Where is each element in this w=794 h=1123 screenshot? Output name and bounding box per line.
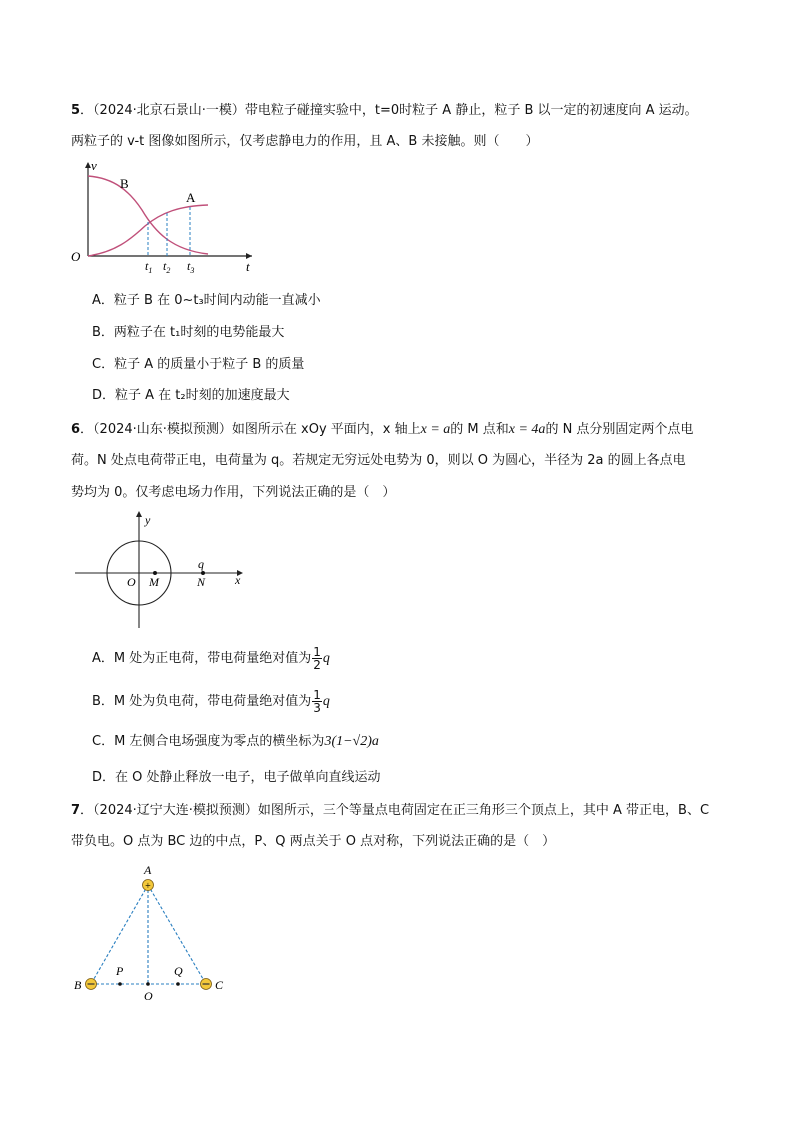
q6-option-c-expr: 3(1−√2)a <box>324 734 379 749</box>
q7-q-point <box>176 982 180 986</box>
q5-stem-line2: 两粒子的 v-t 图像如图所示，仅考虑静电力的作用，且 A、B 未接触。则（ ） <box>71 134 539 149</box>
q7-o-label: O <box>144 989 153 1003</box>
q5-origin-label: O <box>71 249 81 264</box>
q6-m-label: M <box>149 575 159 589</box>
q7-stem-line2: 带负电。O 点为 BC 边的中点，P、Q 两点关于 O 点对称，下列说法正确的是（ ） <box>71 834 556 849</box>
q6-stem-line3: 势均为 0。仅考虑电场力作用，下列说法正确的是（ ） <box>71 485 396 500</box>
q7-stem-line1 <box>71 802 709 820</box>
q6-option-d: D．在 O 处静止释放一电子，电子做单向直线运动 <box>92 770 381 785</box>
q7-c-label: C <box>215 978 224 992</box>
q7-o-point <box>146 982 150 986</box>
q6-stem-line1 <box>71 421 693 439</box>
q5-option-c: C．粒子 A 的质量小于粒子 B 的质量 <box>92 357 305 372</box>
q5-v-label: v <box>91 158 97 173</box>
q5-option-a: A．粒子 B 在 0~t₃时间内动能一直减小 <box>92 293 321 308</box>
q6-x-label: x <box>235 573 241 587</box>
q6-origin-label: O <box>127 575 136 589</box>
q5-number: 5 <box>71 103 81 118</box>
q6-y-axis-arrow-icon <box>136 511 142 517</box>
q7-p-label: P <box>116 964 124 978</box>
q7-number: 7 <box>71 803 81 818</box>
q6-stem-text-1a: ．（2024·山东·模拟预测）如图所示在 xOy 平面内，x 轴上 <box>80 422 421 437</box>
q5-tick-t2: $t_2$ <box>163 259 171 275</box>
q7-p-point <box>118 982 122 986</box>
q5-option-d: D．粒子 A 在 t₂时刻的加速度最大 <box>92 388 290 403</box>
q6-stem-text-1c: 的 N 点分别固定两个点电 <box>545 422 694 437</box>
q5-curve-b-label: B <box>120 176 129 191</box>
q6-option-b: B．M 处为负电荷，带电荷量绝对值为 $\frac{1}{3}$ q <box>92 688 330 715</box>
q6-option-b-fraction: $\frac{1}{3}$ <box>313 688 321 715</box>
q6-option-a-fraction: $\frac{1}{2}$ <box>313 645 321 672</box>
q6-y-label: y <box>145 513 151 527</box>
q6-number: 6 <box>71 422 81 437</box>
q6-eq-n: x = 4a <box>508 422 546 437</box>
q7-b-label: B <box>74 978 82 992</box>
q7-stem-text-1: ．（2024·辽宁大连·模拟预测）如图所示，三个等量点电荷固定在正三角形三个顶点上，其中 A 带正电，B、C <box>80 803 710 818</box>
q7-a-label: A <box>144 863 152 877</box>
q5-curve-a-label: A <box>186 190 196 205</box>
q5-t-label: t <box>246 259 250 274</box>
q6-q-label: q <box>198 557 204 571</box>
q5-stem-text-1: ．（2024·北京石景山·一模）带电粒子碰撞实验中，t=0时粒子 A 静止，粒子 B 以一定的初速度向 A 运动。 <box>80 103 698 118</box>
q6-stem-text-1b: 的 M 点和 <box>450 422 509 437</box>
q6-stem-line2: 荷。N 处点电荷带正电，电荷量为 q。若规定无穷远处电势为 0，则以 O 为圆心，半径为 2a 的圆上各点电 <box>71 453 686 468</box>
q7-q-label: Q <box>174 964 183 978</box>
q5-tick-t3: $t_3$ <box>187 259 195 275</box>
q6-option-c: C．M 左侧合电场强度为零点的横坐标为3(1−√2)a <box>92 734 379 749</box>
q6-n-label: N <box>197 575 206 589</box>
q6-option-a: A．M 处为正电荷，带电荷量绝对值为 $\frac{1}{2}$ q <box>92 645 330 672</box>
q5-option-b: B．两粒子在 t₁时刻的电势能最大 <box>92 325 285 340</box>
q5-tick-t1: $t_1$ <box>145 259 153 275</box>
q6-eq-m: x = a <box>420 422 451 437</box>
q7-plus-sign: + <box>145 881 151 892</box>
